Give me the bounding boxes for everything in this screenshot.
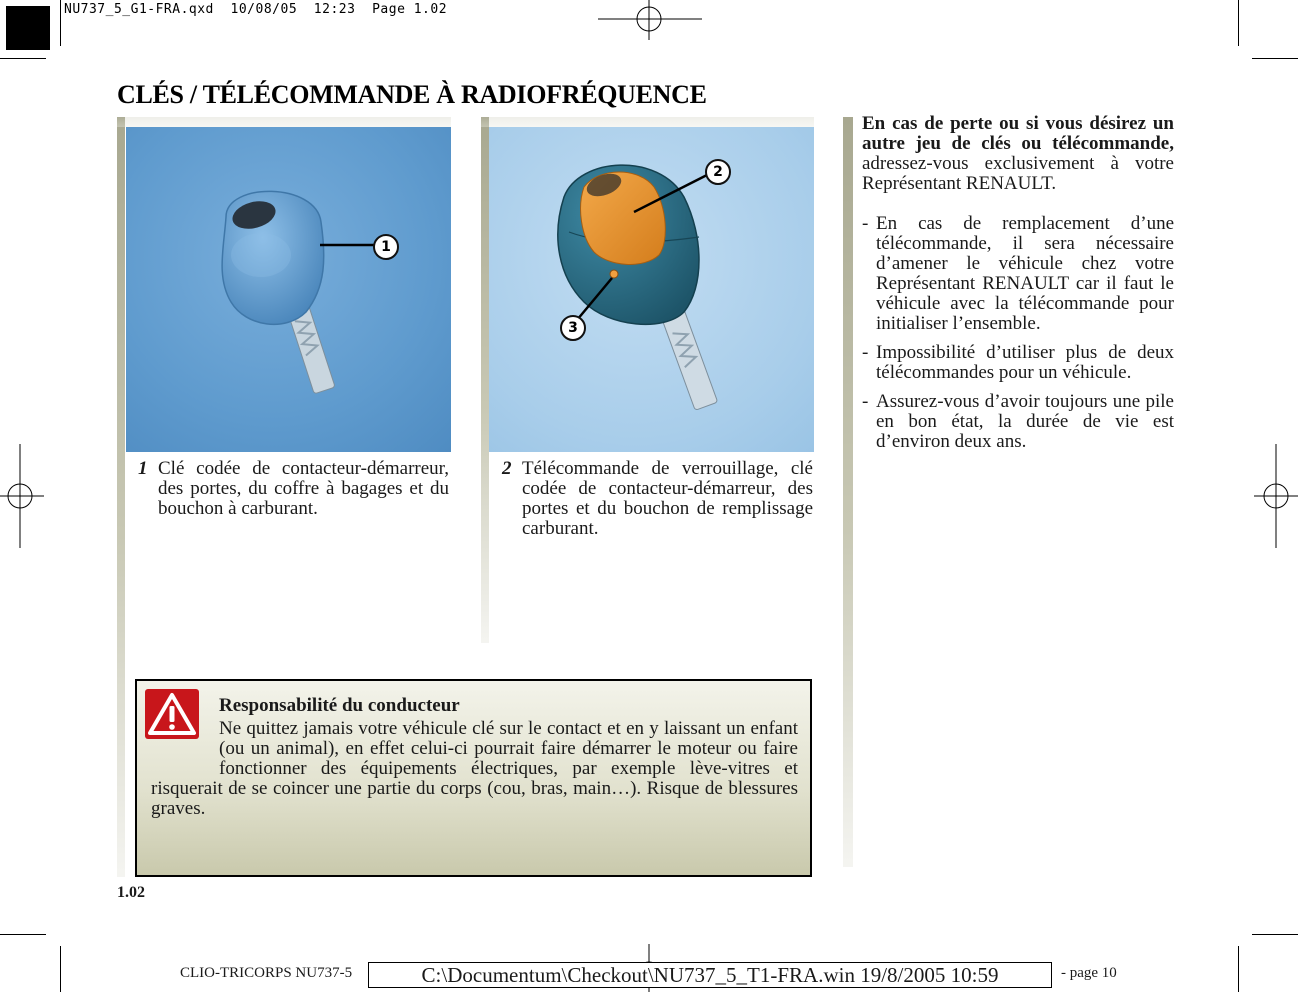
caption-1: [138, 459, 449, 519]
list-item: [862, 214, 1174, 334]
crop-mark: [1238, 946, 1239, 992]
page-number: 1.02: [117, 884, 145, 901]
caption-text: Télécommande de verrouillage, clé codée de contacteur-démarreur, des portes et du bouchon de remplissage carburant.: [522, 458, 813, 539]
list-item: [862, 392, 1174, 452]
crop-mark: [0, 934, 46, 935]
registration-square: [6, 6, 50, 50]
key-illustration: [126, 127, 451, 452]
remote-illustration: [489, 127, 814, 452]
key-photo: [126, 127, 451, 452]
crop-mark: [1252, 58, 1298, 59]
bullet-text: En cas de remplacement d’une télécommande, il sera nécessaire d’amener le véhicule chez votre Représentant RENAULT car il faut le véhicule avec la télécommande pour initialiser l’ensemble.: [876, 213, 1174, 334]
bullet-text: Impossibilité d’utiliser plus de deux télécommandes pour un véhicule.: [876, 342, 1174, 383]
bullet-list: [862, 214, 1174, 452]
crop-mark: [1252, 934, 1298, 935]
warning-title: Responsabilité du conducteur: [219, 695, 460, 716]
column-bar: [117, 117, 125, 877]
column-top-band: [481, 117, 814, 127]
warning-box: [135, 679, 812, 877]
crop-mark: [60, 0, 61, 46]
registration-target-right: [1254, 444, 1298, 548]
callout-2: 2: [705, 159, 731, 185]
file-slug: NU737_5_G1-FRA.qxd 10/08/05 12:23 Page 1.02: [64, 2, 448, 17]
intro-rest: adressez-vous exclusivement à votre Représentant RENAULT.: [862, 153, 1174, 194]
indent-spacer: [151, 719, 219, 779]
right-column: [862, 114, 1174, 461]
column-bar: [843, 117, 853, 867]
caption-number: 2: [502, 458, 512, 479]
list-item: [862, 343, 1174, 383]
footer-doc-id: CLIO-TRICORPS NU737-5: [180, 965, 353, 981]
crop-mark: [1238, 0, 1239, 46]
registration-target-top: [598, 0, 702, 40]
bullet-text: Assurez-vous d’avoir toujours une pile en bon état, la durée de vie est d’environ deux ans.: [876, 391, 1174, 452]
crop-mark: [60, 946, 61, 992]
callout-3: 3: [560, 315, 586, 341]
footer-page: - page 10: [1061, 965, 1117, 981]
bullet-dash: -: [862, 391, 869, 412]
intro-paragraph: [862, 114, 1174, 194]
intro-bold: En cas de perte ou si vous désirez un autre jeu de clés ou télécommande,: [862, 113, 1174, 154]
caption-number: 1: [138, 458, 148, 479]
footer-file-path: C:\Documentum\Checkout\NU737_5_T1-FRA.win 19/8/2005 10:59: [368, 962, 1052, 988]
caption-2: [502, 459, 813, 539]
callout-1: 1: [373, 234, 399, 260]
column-bar: [481, 117, 489, 643]
page-title: CLÉS / TÉLÉCOMMANDE À RADIOFRÉQUENCE: [117, 80, 707, 109]
bullet-dash: -: [862, 342, 869, 363]
column-top-band: [117, 117, 451, 127]
registration-target-left: [0, 444, 44, 548]
caption-text: Clé codée de contacteur-démarreur, des portes, du coffre à bagages et du bouchon à carburant.: [158, 458, 449, 519]
bullet-dash: -: [862, 213, 869, 234]
crop-mark: [0, 58, 46, 59]
remote-photo: [489, 127, 814, 452]
warning-body-wrap: [151, 719, 798, 819]
warning-body: Ne quittez jamais votre véhicule clé sur le contact et en y laissant un enfant (ou un animal), en effet celui-ci pourrait faire démarrer le moteur ou faire fonctionner des équipements électriques, par exemple lève-vitres et risquerait de se coincer une partie du corps (cou, bras, main…). Risque de blessures graves.: [151, 718, 798, 819]
